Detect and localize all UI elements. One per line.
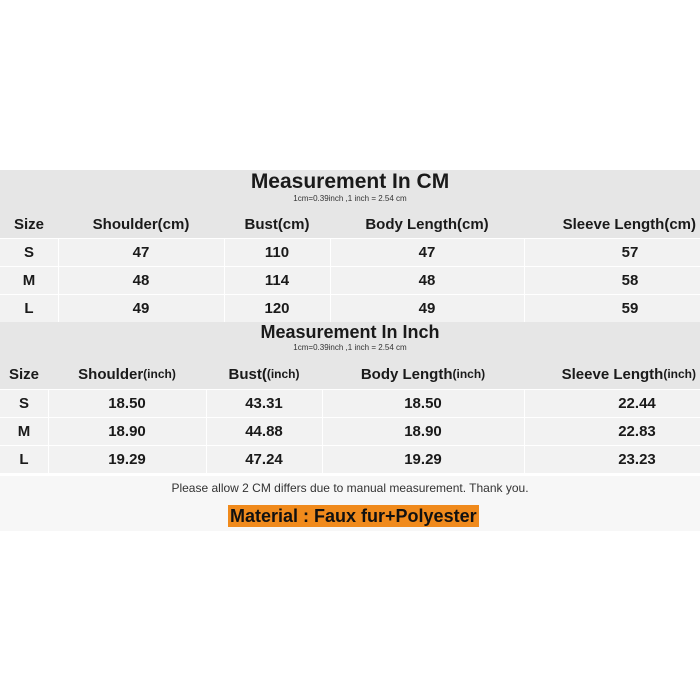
table-row — [0, 417, 700, 445]
inch-cell-body-length: 18.50 — [404, 394, 442, 412]
grid-line — [0, 266, 700, 267]
inch-cell-sleeve-length: 22.83 — [618, 422, 656, 440]
cm-cell-shoulder: 49 — [132, 299, 150, 317]
inch-cell-sleeve-length: 23.23 — [618, 450, 656, 468]
inch-cell-bust: 47.24 — [245, 450, 283, 468]
grid-line — [524, 238, 525, 322]
cm-cell-body-length: 49 — [418, 299, 436, 317]
inch-header-body-length: Body Length (inch) — [360, 365, 486, 383]
cm-title-block — [0, 170, 700, 210]
cm-header-shoulder: Shoulder(cm) — [92, 215, 190, 233]
cm-cell-size: M — [22, 271, 36, 289]
cm-cell-bust: 110 — [264, 243, 290, 261]
table-row — [0, 294, 700, 322]
inch-cell-shoulder: 19.29 — [108, 450, 146, 468]
grid-line — [330, 238, 331, 322]
material-row — [0, 501, 700, 531]
material-label: Material : Faux fur+Polyester — [230, 506, 477, 526]
cm-header-bust: Bust(cm) — [244, 215, 310, 233]
inch-header-shoulder: Shoulder (inch) — [78, 365, 176, 383]
grid-line — [0, 417, 700, 418]
grid-line — [58, 238, 59, 322]
inch-cell-body-length: 18.90 — [404, 422, 442, 440]
inch-header-sleeve-length: Sleeve Length (inch) — [561, 365, 696, 383]
cm-cell-bust: 120 — [264, 299, 290, 317]
cm-table-title: Measurement In CM — [250, 170, 450, 193]
inch-header-size: Size — [8, 365, 39, 383]
cm-cell-bust: 114 — [264, 271, 290, 289]
grid-line — [48, 389, 49, 473]
cm-cell-sleeve-length: 58 — [621, 271, 639, 289]
inch-cell-sleeve-length: 22.44 — [618, 394, 656, 412]
inch-table-title: Measurement In Inch — [260, 322, 440, 342]
cm-header-body-length: Body Length(cm) — [365, 215, 489, 233]
cm-cell-shoulder: 47 — [132, 243, 150, 261]
inch-cell-size: M — [17, 422, 31, 440]
table-row — [0, 445, 700, 473]
inch-title-block — [0, 322, 700, 359]
inch-cell-body-length: 19.29 — [404, 450, 442, 468]
inch-cell-shoulder: 18.90 — [108, 422, 146, 440]
inch-cell-size: L — [19, 450, 29, 468]
table-row — [0, 266, 700, 294]
inch-cell-size: S — [18, 394, 29, 412]
cm-header-row — [0, 210, 700, 238]
grid-line — [524, 389, 525, 473]
grid-line — [0, 473, 700, 474]
cm-cell-body-length: 48 — [418, 271, 436, 289]
grid-line — [322, 389, 323, 473]
grid-line — [0, 389, 700, 390]
grid-line — [0, 294, 700, 295]
measurement-note: Please allow 2 CM differs due to manual measurement. Thank you. — [0, 476, 700, 501]
cm-cell-shoulder: 48 — [132, 271, 150, 289]
cm-cell-sleeve-length: 57 — [621, 243, 639, 261]
cm-cell-size: S — [23, 243, 34, 261]
grid-line — [224, 238, 225, 322]
inch-header-bust: Bust( (inch) — [228, 365, 300, 383]
cm-header-size: Size — [13, 215, 44, 233]
cm-cell-size: L — [24, 299, 34, 317]
cm-cell-sleeve-length: 59 — [621, 299, 639, 317]
table-row — [0, 238, 700, 266]
table-row — [0, 389, 700, 417]
inch-cell-bust: 44.88 — [245, 422, 283, 440]
cm-header-sleeve-length: Sleeve Length(cm) — [562, 215, 696, 233]
inch-cell-bust: 43.31 — [245, 394, 283, 412]
cm-conversion-note: 1cm=0.39inch ,1 inch = 2.54 cm — [293, 194, 407, 203]
cm-cell-body-length: 47 — [418, 243, 436, 261]
grid-line — [0, 238, 700, 239]
inch-cell-shoulder: 18.50 — [108, 394, 146, 412]
grid-line — [206, 389, 207, 473]
inch-conversion-note: 1cm=0.39inch ,1 inch = 2.54 cm — [293, 343, 407, 352]
grid-line — [0, 445, 700, 446]
inch-header-row — [0, 359, 700, 389]
